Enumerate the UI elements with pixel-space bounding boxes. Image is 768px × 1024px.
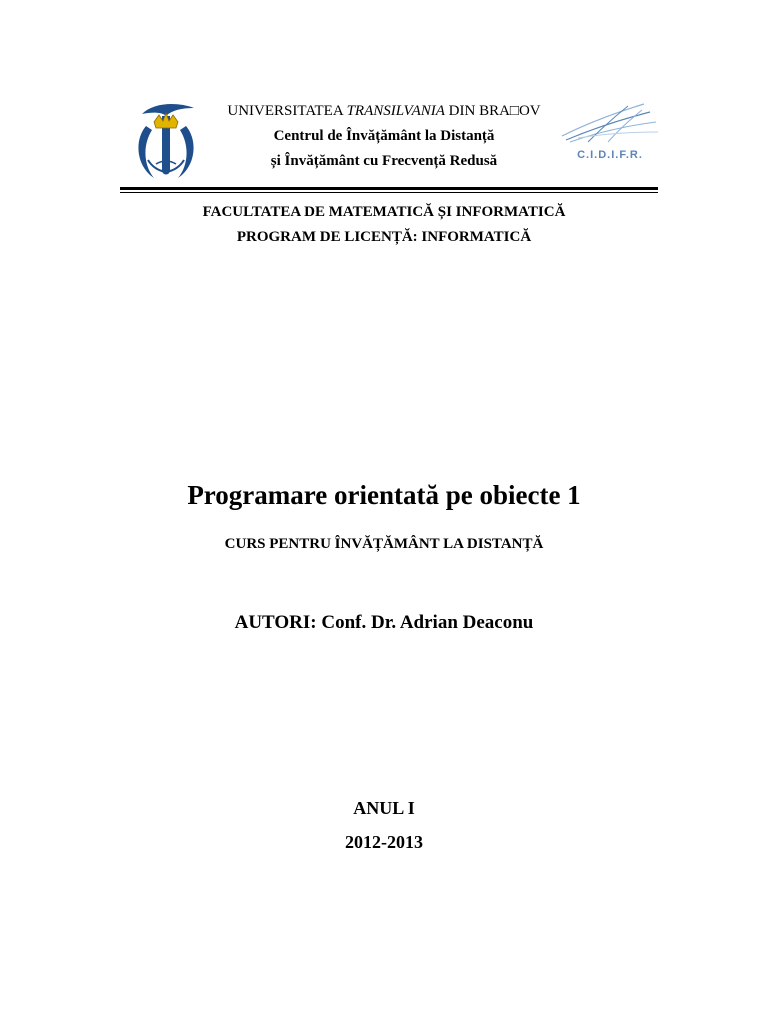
- center-line-1: Centrul de Învățământ la Distanță: [273, 128, 495, 144]
- authors-line: [0, 612, 768, 634]
- university-prefix: UNIVERSITATEA: [227, 103, 347, 119]
- header-divider-thin: [120, 192, 658, 193]
- authors-separator: :: [310, 612, 322, 633]
- year-label: ANUL I: [353, 798, 415, 818]
- course-subtitle: CURS PENTRU ÎNVĂȚĂMÂNT LA DISTANȚĂ: [224, 536, 544, 552]
- authors-name: Conf. Dr. Adrian Deaconu: [321, 612, 534, 633]
- university-name: [0, 103, 768, 120]
- header-divider-thick: [120, 187, 658, 190]
- year-range: 2012-2013: [345, 832, 423, 852]
- authors-label: AUTORI: [234, 612, 311, 633]
- cidifr-logo-text: C.I.D.I.F.R.: [577, 149, 643, 161]
- center-line-2: și Învățământ cu Frecvență Redusă: [270, 153, 498, 169]
- university-suffix: DIN BRA□OV: [444, 103, 541, 119]
- university-name-italic: TRANSILVANIA: [346, 103, 445, 119]
- course-title: Programare orientată pe obiecte 1: [187, 480, 581, 510]
- program-name: PROGRAM DE LICENȚĂ: INFORMATICĂ: [236, 229, 532, 245]
- faculty-name: FACULTATEA DE MATEMATICĂ ȘI INFORMATICĂ: [202, 204, 566, 220]
